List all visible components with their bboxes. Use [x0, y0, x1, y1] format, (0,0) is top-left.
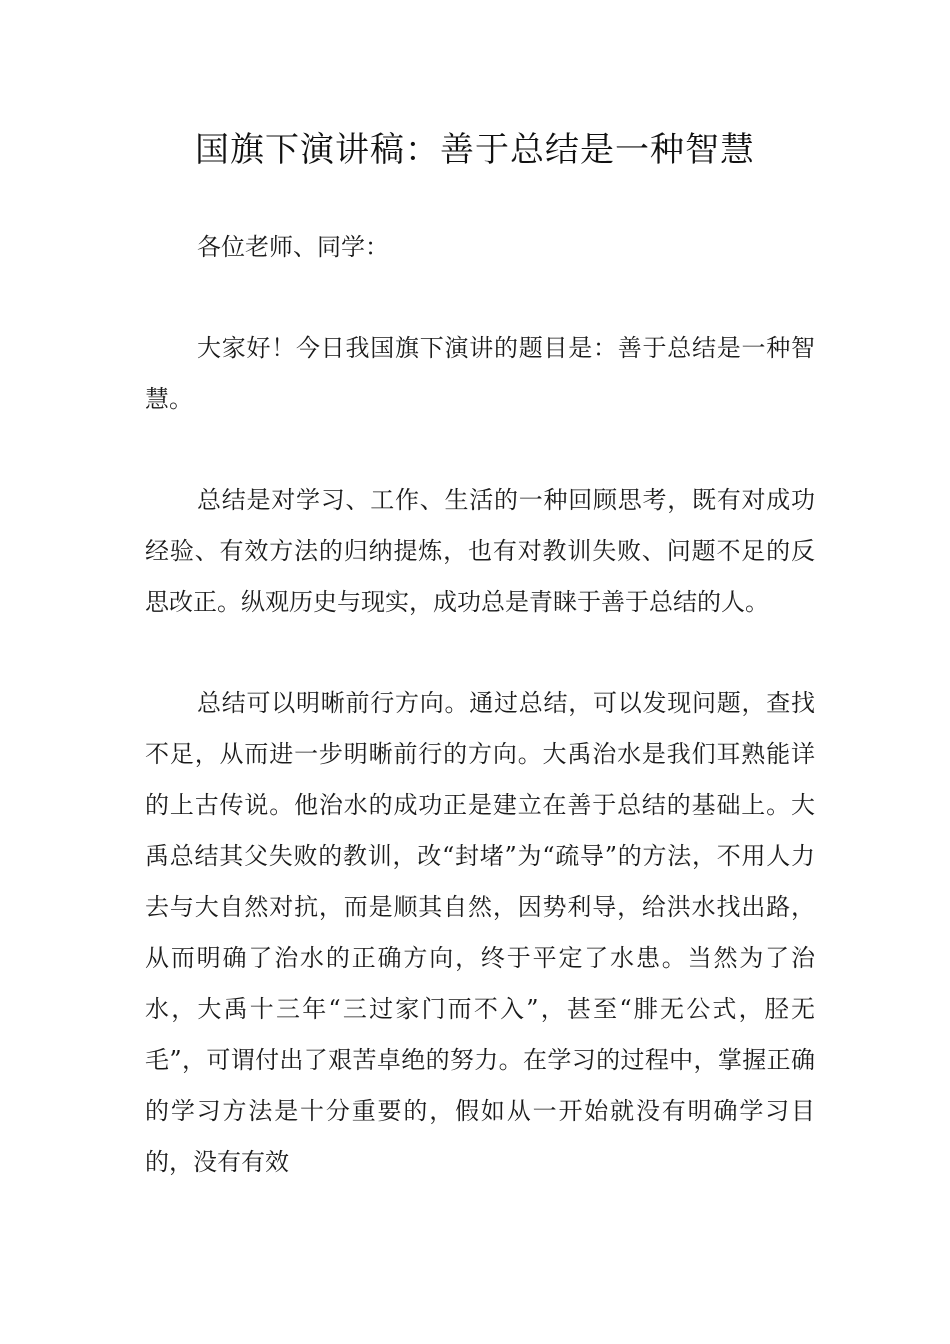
paragraph-direction: 总结可以明晰前行方向。通过总结，可以发现问题，查找不足，从而进一步明晰前行的方向。大禹治水是我们耳熟能详的上古传说。他治水的成功正是建立在善于总结的基础上。大禹总结其父失败的教训，改“封堵”为“疏导”的方法，不用人力去与大自然对抗，而是顺其自然，因势利导，给洪水找出路，从而明确了治水的正确方向，终于平定了水患。当然为了治水，大禹十三年“三过家门而不入”，甚至“腓无公式，胫无毛”，可谓付出了艰苦卓绝的努力。在学习的过程中，掌握正确的学习方法是十分重要的，假如从一开始就没有明确学习目的，没有有效 — [145, 689, 815, 1176]
paragraph-salutation: 各位老师、同学： — [197, 233, 389, 261]
paragraph-greeting: 大家好！今日我国旗下演讲的题目是：善于总结是一种智慧。 — [145, 334, 815, 413]
document-title: 国旗下演讲稿：善于总结是一种智慧 — [195, 130, 755, 170]
paragraph-definition: 总结是对学习、工作、生活的一种回顾思考，既有对成功经验、有效方法的归纳提炼，也有对教训失败、问题不足的反思改正。纵观历史与现实，成功总是青睐于善于总结的人。 — [145, 486, 815, 616]
document-body — [145, 222, 815, 1238]
